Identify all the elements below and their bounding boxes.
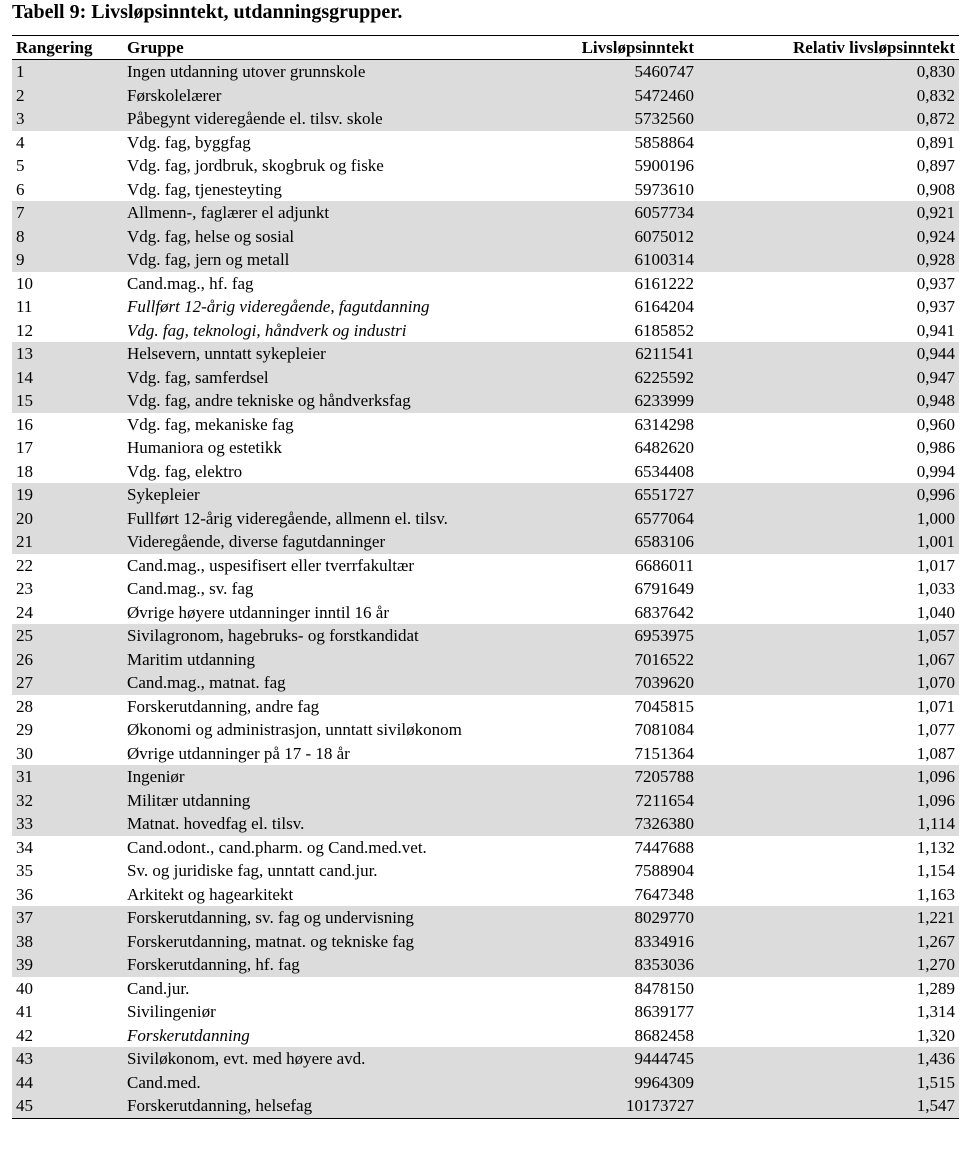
group-cell: Cand.jur. <box>127 978 190 998</box>
relative-cell: 1,320 <box>916 1025 955 1045</box>
rank-cell: 32 <box>12 789 125 813</box>
income-cell: 6953975 <box>531 624 698 648</box>
table-row <box>12 272 959 296</box>
table-row <box>12 601 959 625</box>
table-row <box>12 671 959 695</box>
rank-cell: 2 <box>12 84 125 108</box>
group-cell: Forskerutdanning, helsefag <box>125 1094 531 1118</box>
relative-cell: 0,908 <box>916 179 955 199</box>
rank-cell: 27 <box>12 671 125 695</box>
table-body <box>12 60 959 1119</box>
table-row <box>12 84 959 108</box>
rank-cell: 25 <box>12 624 125 648</box>
income-cell: 6164204 <box>634 297 694 317</box>
group-cell: Videregående, diverse fagutdanninger <box>125 530 531 554</box>
group-cell: Ingeniør <box>125 765 531 789</box>
group-cell: Cand.mag., uspesifisert eller tverrfakultær <box>127 555 415 575</box>
table-row <box>12 389 959 413</box>
group-cell: Vdg. fag, teknologi, håndverk og industri <box>127 320 407 340</box>
group-cell: Sykepleier <box>125 483 531 507</box>
relative-cell: 0,948 <box>698 389 959 413</box>
group-cell: Øvrige utdanninger på 17 - 18 år <box>127 743 350 763</box>
income-cell: 6057734 <box>531 201 698 225</box>
table-row <box>12 953 959 977</box>
group-cell: Cand.med. <box>125 1071 531 1095</box>
group-cell: Forskerutdanning, matnat. og tekniske fag <box>125 930 531 954</box>
relative-cell: 0,872 <box>698 107 959 131</box>
table-caption: Tabell 9: Livsløpsinntekt, utdanningsgrupper. <box>12 1 403 23</box>
table-row <box>12 295 959 319</box>
relative-cell: 0,937 <box>916 297 955 317</box>
relative-cell: 0,944 <box>698 342 959 366</box>
rank-cell: 42 <box>16 1025 33 1045</box>
group-cell: Øvrige høyere utdanninger inntil 16 år <box>127 602 390 622</box>
relative-cell: 1,070 <box>698 671 959 695</box>
table-row <box>12 624 959 648</box>
table-row <box>12 789 959 813</box>
relative-cell: 1,314 <box>916 1002 955 1022</box>
rank-cell: 20 <box>12 507 125 531</box>
rank-cell: 10 <box>16 273 33 293</box>
income-cell: 5472460 <box>531 84 698 108</box>
group-cell: Cand.mag., matnat. fag <box>125 671 531 695</box>
relative-cell: 0,921 <box>698 201 959 225</box>
relative-cell: 0,996 <box>698 483 959 507</box>
rank-cell: 29 <box>16 720 33 740</box>
rank-cell: 37 <box>12 906 125 930</box>
table-row <box>12 977 959 1001</box>
relative-cell: 1,267 <box>698 930 959 954</box>
group-cell: Sv. og juridiske fag, unntatt cand.jur. <box>127 861 378 881</box>
income-cell: 5900196 <box>634 156 694 176</box>
income-cell: 6100314 <box>531 248 698 272</box>
group-cell: Forskerutdanning <box>127 1025 250 1045</box>
rank-cell: 38 <box>12 930 125 954</box>
rank-cell: 40 <box>16 978 33 998</box>
table-row <box>12 765 959 789</box>
table-row <box>12 1024 959 1048</box>
rank-cell: 28 <box>16 696 33 716</box>
income-cell: 6551727 <box>531 483 698 507</box>
income-cell: 6791649 <box>634 579 694 599</box>
income-cell: 7151364 <box>634 743 694 763</box>
rank-cell: 3 <box>12 107 125 131</box>
group-cell: Ingen utdanning utover grunnskole <box>125 60 531 84</box>
rank-cell: 44 <box>12 1071 125 1095</box>
income-cell: 8682458 <box>634 1025 694 1045</box>
table-row <box>12 883 959 907</box>
income-cell: 10173727 <box>531 1094 698 1118</box>
table-row <box>12 1000 959 1024</box>
rank-cell: 7 <box>12 201 125 225</box>
table-row <box>12 812 959 836</box>
relative-cell: 0,891 <box>916 132 955 152</box>
rank-cell: 1 <box>12 60 125 84</box>
rank-cell: 34 <box>16 837 33 857</box>
relative-cell: 0,960 <box>916 414 955 434</box>
income-cell: 6161222 <box>634 273 694 293</box>
table-row <box>12 507 959 531</box>
group-cell: Vdg. fag, andre tekniske og håndverksfag <box>125 389 531 413</box>
income-cell: 8334916 <box>531 930 698 954</box>
relative-cell: 0,941 <box>916 320 955 340</box>
income-cell: 6482620 <box>634 438 694 458</box>
table-row <box>12 413 959 437</box>
income-cell: 7205788 <box>531 765 698 789</box>
income-cell: 7326380 <box>531 812 698 836</box>
income-cell: 7447688 <box>634 837 694 857</box>
table-row <box>12 1094 959 1118</box>
rank-cell: 43 <box>12 1047 125 1071</box>
group-cell: Militær utdanning <box>125 789 531 813</box>
table-row <box>12 859 959 883</box>
table-header <box>12 36 959 60</box>
group-cell: Cand.mag., sv. fag <box>127 579 254 599</box>
income-cell: 7588904 <box>634 861 694 881</box>
relative-cell: 0,832 <box>698 84 959 108</box>
group-cell: Cand.mag., hf. fag <box>127 273 254 293</box>
rank-cell: 15 <box>12 389 125 413</box>
group-cell: Forskerutdanning, sv. fag og undervisning <box>125 906 531 930</box>
rank-cell: 4 <box>16 132 25 152</box>
relative-cell: 0,924 <box>698 225 959 249</box>
income-cell: 9964309 <box>531 1071 698 1095</box>
income-cell: 7039620 <box>531 671 698 695</box>
relative-cell: 1,017 <box>916 555 955 575</box>
group-cell: Sivilagronom, hagebruks- og forstkandidat <box>125 624 531 648</box>
group-cell: Påbegynt videregående el. tilsv. skole <box>125 107 531 131</box>
group-cell: Siviløkonom, evt. med høyere avd. <box>125 1047 531 1071</box>
income-table <box>12 35 959 1119</box>
rank-cell: 9 <box>12 248 125 272</box>
table-row <box>12 906 959 930</box>
relative-cell: 1,057 <box>698 624 959 648</box>
rank-cell: 11 <box>16 297 33 317</box>
table-row <box>12 530 959 554</box>
rank-cell: 30 <box>16 743 33 763</box>
group-cell: Vdg. fag, jern og metall <box>125 248 531 272</box>
relative-cell: 1,132 <box>916 837 955 857</box>
income-cell: 8639177 <box>634 1002 694 1022</box>
group-cell: Helsevern, unntatt sykepleier <box>125 342 531 366</box>
income-cell: 7081084 <box>634 720 694 740</box>
table-row <box>12 836 959 860</box>
table-row <box>12 577 959 601</box>
group-cell: Allmenn-, faglærer el adjunkt <box>125 201 531 225</box>
relative-cell: 0,994 <box>916 461 955 481</box>
income-cell: 5732560 <box>531 107 698 131</box>
rank-cell: 31 <box>12 765 125 789</box>
table-row <box>12 248 959 272</box>
group-cell: Vdg. fag, jordbruk, skogbruk og fiske <box>127 156 384 176</box>
relative-cell: 1,436 <box>698 1047 959 1071</box>
group-cell: Maritim utdanning <box>125 648 531 672</box>
table-row <box>12 742 959 766</box>
relative-cell: 0,830 <box>698 60 959 84</box>
table-row <box>12 1071 959 1095</box>
group-cell: Vdg. fag, tjenesteyting <box>127 179 282 199</box>
table-row <box>12 718 959 742</box>
income-cell: 5858864 <box>634 132 694 152</box>
relative-cell: 1,033 <box>916 579 955 599</box>
table-row <box>12 436 959 460</box>
table-row <box>12 131 959 155</box>
income-cell: 7211654 <box>531 789 698 813</box>
income-cell: 6075012 <box>531 225 698 249</box>
table-row <box>12 225 959 249</box>
table-row <box>12 154 959 178</box>
rank-cell: 16 <box>16 414 33 434</box>
relative-cell: 1,221 <box>698 906 959 930</box>
relative-cell: 0,928 <box>698 248 959 272</box>
group-cell: Førskolelærer <box>125 84 531 108</box>
table-row <box>12 483 959 507</box>
relative-cell: 1,270 <box>698 953 959 977</box>
rank-cell: 24 <box>16 602 33 622</box>
rank-cell: 35 <box>16 861 33 881</box>
table-row <box>12 319 959 343</box>
rank-cell: 12 <box>16 320 33 340</box>
table-row <box>12 178 959 202</box>
header-income: Livsløpsinntekt <box>581 37 694 57</box>
income-cell: 8478150 <box>634 978 694 998</box>
header-rank: Rangering <box>16 37 93 57</box>
table-row <box>12 554 959 578</box>
header-relative: Relativ livsløpsinntekt <box>793 37 955 57</box>
rank-cell: 21 <box>12 530 125 554</box>
rank-cell: 23 <box>16 579 33 599</box>
relative-cell: 1,077 <box>916 720 955 740</box>
income-cell: 6583106 <box>531 530 698 554</box>
table-row <box>12 695 959 719</box>
group-cell: Vdg. fag, helse og sosial <box>125 225 531 249</box>
table-row <box>12 107 959 131</box>
rank-cell: 5 <box>16 156 25 176</box>
income-cell: 5460747 <box>531 60 698 84</box>
income-cell: 7647348 <box>634 884 694 904</box>
rank-cell: 45 <box>12 1094 125 1118</box>
relative-cell: 0,986 <box>916 438 955 458</box>
table-row <box>12 342 959 366</box>
rank-cell: 18 <box>16 461 33 481</box>
income-cell: 6211541 <box>531 342 698 366</box>
relative-cell: 1,067 <box>698 648 959 672</box>
group-cell: Humaniora og estetikk <box>127 438 282 458</box>
income-cell: 8029770 <box>531 906 698 930</box>
table-row <box>12 460 959 484</box>
income-cell: 6686011 <box>635 555 694 575</box>
group-cell: Sivilingeniør <box>127 1002 216 1022</box>
income-cell: 8353036 <box>531 953 698 977</box>
relative-cell: 1,515 <box>698 1071 959 1095</box>
rank-cell: 39 <box>12 953 125 977</box>
rank-cell: 17 <box>16 438 33 458</box>
group-cell: Fullført 12-årig videregående, fagutdanning <box>127 297 430 317</box>
relative-cell: 0,937 <box>916 273 955 293</box>
table-row <box>12 648 959 672</box>
income-cell: 6233999 <box>531 389 698 413</box>
group-cell: Vdg. fag, samferdsel <box>125 366 531 390</box>
relative-cell: 1,096 <box>698 765 959 789</box>
income-cell: 6534408 <box>634 461 694 481</box>
income-cell: 6314298 <box>634 414 694 434</box>
relative-cell: 1,001 <box>698 530 959 554</box>
rank-cell: 26 <box>12 648 125 672</box>
income-cell: 6185852 <box>634 320 694 340</box>
rank-cell: 22 <box>16 555 33 575</box>
rank-cell: 8 <box>12 225 125 249</box>
rank-cell: 36 <box>16 884 33 904</box>
relative-cell: 1,154 <box>916 861 955 881</box>
rank-cell: 14 <box>12 366 125 390</box>
income-cell: 6577064 <box>531 507 698 531</box>
group-cell: Arkitekt og hagearkitekt <box>127 884 294 904</box>
relative-cell: 1,071 <box>916 696 955 716</box>
group-cell: Økonomi og administrasjon, unntatt siviløkonom <box>127 720 462 740</box>
rank-cell: 41 <box>16 1002 33 1022</box>
group-cell: Forskerutdanning, andre fag <box>127 696 320 716</box>
income-cell: 7045815 <box>634 696 694 716</box>
relative-cell: 1,040 <box>916 602 955 622</box>
group-cell: Vdg. fag, mekaniske fag <box>127 414 294 434</box>
group-cell: Vdg. fag, byggfag <box>127 132 251 152</box>
rank-cell: 13 <box>12 342 125 366</box>
table-row <box>12 930 959 954</box>
table-row <box>12 366 959 390</box>
income-cell: 6837642 <box>634 602 694 622</box>
relative-cell: 0,897 <box>916 156 955 176</box>
relative-cell: 0,947 <box>698 366 959 390</box>
header-group: Gruppe <box>127 37 184 57</box>
rank-cell: 6 <box>16 179 25 199</box>
group-cell: Forskerutdanning, hf. fag <box>125 953 531 977</box>
group-cell: Matnat. hovedfag el. tilsv. <box>125 812 531 836</box>
income-cell: 5973610 <box>634 179 694 199</box>
relative-cell: 1,096 <box>698 789 959 813</box>
relative-cell: 1,114 <box>698 812 959 836</box>
table-row <box>12 60 959 84</box>
income-cell: 9444745 <box>531 1047 698 1071</box>
income-cell: 7016522 <box>531 648 698 672</box>
rank-cell: 19 <box>12 483 125 507</box>
relative-cell: 1,547 <box>698 1094 959 1118</box>
group-cell: Cand.odont., cand.pharm. og Cand.med.vet. <box>127 837 427 857</box>
rank-cell: 33 <box>12 812 125 836</box>
header-row <box>12 36 959 60</box>
group-cell: Vdg. fag, elektro <box>127 461 243 481</box>
relative-cell: 1,087 <box>916 743 955 763</box>
group-cell: Fullført 12-årig videregående, allmenn el. tilsv. <box>125 507 531 531</box>
income-cell: 6225592 <box>531 366 698 390</box>
relative-cell: 1,163 <box>916 884 955 904</box>
table-row <box>12 201 959 225</box>
relative-cell: 1,289 <box>916 978 955 998</box>
relative-cell: 1,000 <box>698 507 959 531</box>
table-row <box>12 1047 959 1071</box>
